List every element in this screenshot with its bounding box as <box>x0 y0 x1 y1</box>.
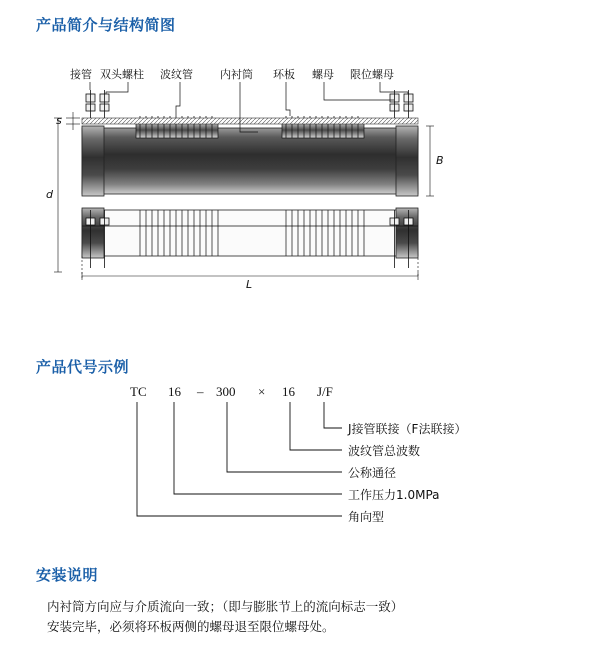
structure-diagram-svg <box>50 60 550 290</box>
code-desc-waves: 波纹管总波数 <box>348 444 421 458</box>
callout-label-xianwei-luomu: 限位螺母 <box>350 68 394 81</box>
code-desc-type: 角向型 <box>348 510 385 524</box>
code-token-type: TC <box>130 384 147 399</box>
dimension-label-L: L <box>246 278 253 291</box>
install-note-line: 安装完毕，必须将环板两侧的螺母退至限位螺母处。 <box>47 619 335 634</box>
code-token-dash: – <box>197 384 204 399</box>
install-notes <box>47 597 567 637</box>
code-desc-connection: J接管联接（F法联接） <box>348 422 467 436</box>
section-title-code: 产品代号示例 <box>36 358 130 376</box>
code-token-times: × <box>258 384 266 399</box>
install-note-line: 内衬筒方向应与介质流向一致；（即与膨胀节上的流向标志一致） <box>47 599 404 614</box>
dimension-label-B: B <box>436 154 444 167</box>
section-title-structure: 产品简介与结构简图 <box>36 16 176 34</box>
callout-label-neichentong: 内衬筒 <box>220 68 253 81</box>
callout-label-jieguan: 接管 <box>70 68 92 81</box>
structure-diagram <box>46 60 550 291</box>
code-token-pressure: 16 <box>168 384 181 399</box>
product-code-example <box>110 378 530 538</box>
code-token-waves: 16 <box>282 384 295 399</box>
dimension-label-s: s <box>56 114 62 127</box>
callout-label-shuangtou-luozhu: 双头螺柱 <box>100 68 144 81</box>
dimension-label-d: d <box>46 188 53 201</box>
callout-label-bowenguan: 波纹管 <box>160 68 193 81</box>
callout-label-huanban: 环板 <box>273 68 295 81</box>
code-leader-lines <box>110 378 530 538</box>
code-desc-pressure: 工作压力1.0MPa <box>348 488 440 502</box>
callout-label-luomu: 螺母 <box>312 68 334 81</box>
code-desc-diameter: 公称通径 <box>348 466 397 480</box>
code-token-diameter: 300 <box>216 384 236 399</box>
code-token-connection: J/F <box>317 384 333 399</box>
section-title-install: 安装说明 <box>36 566 99 584</box>
